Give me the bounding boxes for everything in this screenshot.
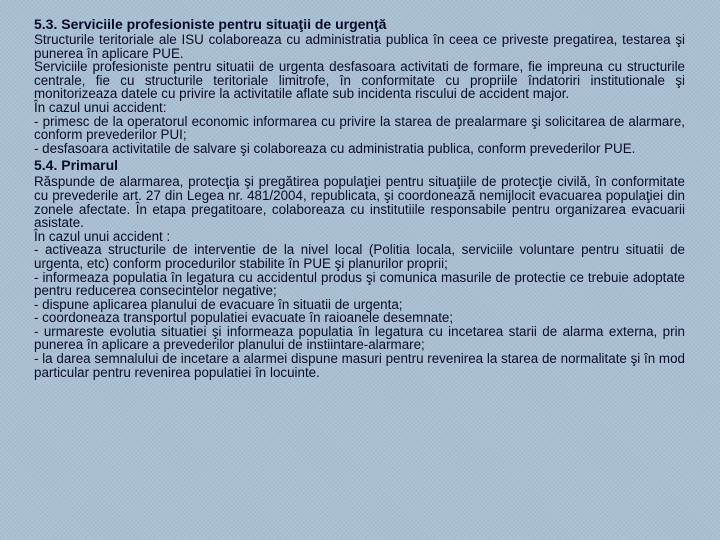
list-item-receive-alarm: - primesc de la operatorul economic informarea cu privire la starea de prealarmare şi solicitarea de alarmare, conform prevederilor PUI;: [34, 113, 685, 143]
paragraph-mayor-responsibilities: Răspunde de alarmarea, protecţia şi pregătirea populaţiei pentru situaţiile de protecţie civilă, în conformitate cu prevederile art. 27 din Legea nr. 481/2004, republicata, şi coordonează nemijlocit evacuarea populaţiei din zonele afectate. În etapa pregatitoare, colaboreaza cu institutiile responsabile pentru organizarea evacuarii asistate.: [34, 174, 685, 231]
paragraph-professional-services: Serviciile profesioniste pentru situatii de urgenta desfasoara activitati de formare, fie impreuna cu structurile centrale, fie cu structurile teritoriale limitrofe, în conformitate cu propriile îndatoriri institutionale şi monitorizeaza datele cu privire la activitatile aflate sub incidenta riscului de accident major.: [34, 59, 685, 102]
paragraph-isu-collaboration: Structurile teritoriale ale ISU colaboreaza cu administratia publica în ceea ce priveste pregatirea, testarea şi punerea în aplicare PUE.: [34, 32, 685, 61]
list-item-monitor-situation: - urmareste evolutia situatiei şi informeaza populatia în legatura cu incetarea starii de alarma externa, prin punerea în aplicare a prevederilor planului de instiintare-alarmare;: [34, 323, 685, 353]
section-heading: 5.3. Serviciile profesioniste pentru situaţii de urgenţă: [34, 16, 387, 32]
paragraph-in-case-of-accident: În cazul unui accident:: [34, 99, 167, 115]
subsection-heading-mayor: 5.4. Primarul: [34, 157, 119, 174]
list-item-activate-structures: - activeaza structurile de interventie de la nivel local (Politia locala, serviciile voluntare pentru situatii de urgenta, etc) conform procedurilor stabilite în PUE şi planurilor proprii;: [34, 242, 685, 271]
list-item-inform-population: - informeaza populatia în legatura cu accidentul produs şi comunica masurile de protectie ce trebuie adoptate pentru reducerea consecintelor negative;: [34, 269, 685, 299]
paragraph-mayor-in-case-of-accident: În cazul unui accident :: [34, 228, 171, 244]
slide-content: [34, 15, 685, 379]
list-item-return-normality: - la darea semnalului de incetare a alarmei dispune masuri pentru revenirea la starea de normalitate şi în mod particular pentru revenirea populatiei în locuinte.: [34, 351, 685, 380]
list-item-rescue-activities: - desfasoara activitatile de salvare şi colaboreaza cu administratia publica, conform prevederilor PUE.: [34, 140, 636, 156]
list-item-coordinate-transport: - coordoneaza transportul populatiei evacuate în raioanele desemnate;: [34, 310, 454, 326]
list-item-evacuation-plan: - dispune aplicarea planului de evacuare în situatii de urgenta;: [34, 296, 403, 312]
